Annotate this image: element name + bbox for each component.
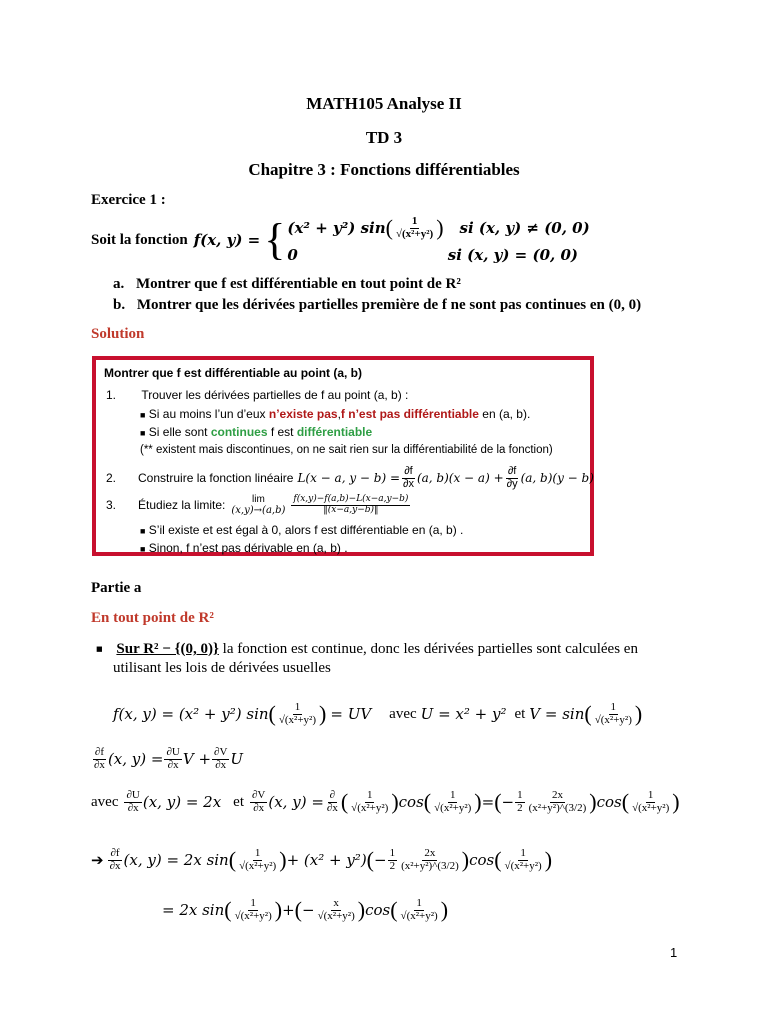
exercise-title: Exercice 1 : xyxy=(91,192,166,208)
box-step-3-bullet-2: ■ Sinon, f n’est pas dérivable en (a, b) . xyxy=(140,541,348,555)
question-b: b. Montrer que les dérivées partielles première de f ne sont pas continues en (0, 0) xyxy=(113,297,642,313)
case-2: 0 si (x, y) = (0, 0) xyxy=(287,246,578,264)
question-a: a. Montrer que f est différentiable en tout point de R² xyxy=(113,276,461,292)
equation-uv: f(x, y) = (x² + y²) sin ( $\frac{1}{\text{√(x²+y²)}}$ ) = UV avec U = x² + y² et V = sin ( $\frac{1}{\text{√(x²+y²)}}$ ) xyxy=(113,700,643,726)
equation-simplified: = 2x sin ( $\frac{1}{\text{√(x²+y²)}}$ ) + ( − $\frac{x}{\text{√(x²+y²)}}$ ) cos ( $\frac{1}{\text{√(x²+y²)}}$ ) xyxy=(162,896,449,922)
course-title: MATH105 Analyse II xyxy=(306,94,462,113)
bullet-paragraph-line-2: utilisant les lois de dérivées usuelles xyxy=(113,660,331,676)
square-bullet-icon: ■ xyxy=(140,409,146,420)
box-step-2: 2. Construire la fonction linéaire L(x − a, y − b) = $\frac{\partial f}{\partial x}$ (a, b)(x − a) + $\frac{\partial f}{\partial y}$ (a, b)(y − b) xyxy=(106,465,594,490)
square-bullet-icon: ■ xyxy=(140,427,146,438)
partie-a-heading: Partie a xyxy=(91,580,142,596)
equation-product-rule: $\frac{\partial f}{\partial x}$ (x, y) = $\frac{\partial U}{\partial x}$ V + $\frac{\partial V}{\partial x}$ U xyxy=(94,745,244,771)
function-definition xyxy=(91,212,590,268)
box-heading: Montrer que f est différentiable au point (a, b) xyxy=(104,366,363,380)
equation-partials: avec $\frac{\partial U}{\partial x}$ (x, y) = 2x et $\frac{\partial V}{\partial x}$ (x, y) = $\frac{\partial}{\partial x}$ ( $\frac{1}{\text{√(x²+y²)}}$ ) cos ( $\frac{1}{\text{√(x²+y²)}}$ ) = ( − $\frac{1}{2}$ $\frac{2x}{\text{(x²+y²)\textasciicircum{}(3/2)}}$ ) cos ( $\frac{1}{\text{√(x²+y²)}}$ ) xyxy=(91,788,680,814)
case-2-condition: si (x, y) = (0, 0) xyxy=(447,246,578,264)
method-box xyxy=(92,356,594,556)
bullet-paragraph: ■ Sur R² − {(0, 0)} la fonction est continue, donc les dérivées partielles sont calculées en xyxy=(96,641,638,657)
box-step-1-bullet-2: ■ Si elle sont continues f est différentiable xyxy=(140,425,373,439)
arrow-right-icon: ➔ xyxy=(91,851,104,869)
box-step-1: 1. Trouver les dérivées partielles de f au point (a, b) : xyxy=(106,388,409,402)
bullet-lead: Sur R² − {(0, 0)} xyxy=(116,641,219,657)
chapter-title: Chapitre 3 : Fonctions différentiables xyxy=(248,160,520,179)
case-1-condition: si (x, y) ≠ (0, 0) xyxy=(459,219,590,237)
en-tout-point-heading: En tout point de R² xyxy=(91,610,214,626)
case-1: (x² + y²) sin ( $\frac{1}{\text{√(x²+y²)}}$ ) si (x, y) ≠ (0, 0) xyxy=(287,214,590,240)
box-step-3: 3. Étudiez la limite: lim (x,y)→(a,b) $\frac{f(x,y)-f(a,b)-L(x-a,y-b)}{‖(x-a,y-b)‖}$ xyxy=(106,494,409,516)
equation-result: ➔ $\frac{\partial f}{\partial x}$ (x, y) = 2x sin ( $\frac{1}{\text{√(x²+y²)}}$ ) + (x² + y²) ( − $\frac{1}{2}$ $\frac{2x}{\text{(x²+y²)\textasciicircum{}(3/2)}}$ ) cos ( $\frac{1}{\text{√(x²+y²)}}$ ) xyxy=(91,846,553,872)
box-step-1-note: (** existent mais discontinues, on ne sait rien sur la différentiabilité de la fonction) xyxy=(140,444,553,456)
td-title: TD 3 xyxy=(365,128,403,147)
box-step-1-bullet-1: ■ Si au moins l’un d’eux n’existe pas,f n’est pas différentiable en (a, b). xyxy=(140,407,531,421)
function-intro: Soit la fonction xyxy=(91,231,188,248)
piecewise-brace: { xyxy=(264,215,286,264)
solution-title: Solution xyxy=(91,326,145,342)
function-name: f(x, y) = xyxy=(193,231,261,249)
box-step-3-bullet-1: ■ S’il existe et est égal à 0, alors f est différentiable en (a, b) . xyxy=(140,523,464,537)
square-bullet-icon: ■ xyxy=(140,525,146,536)
square-bullet-icon: ■ xyxy=(140,543,146,554)
square-bullet-icon: ■ xyxy=(96,643,103,656)
page-number: 1 xyxy=(670,945,678,960)
